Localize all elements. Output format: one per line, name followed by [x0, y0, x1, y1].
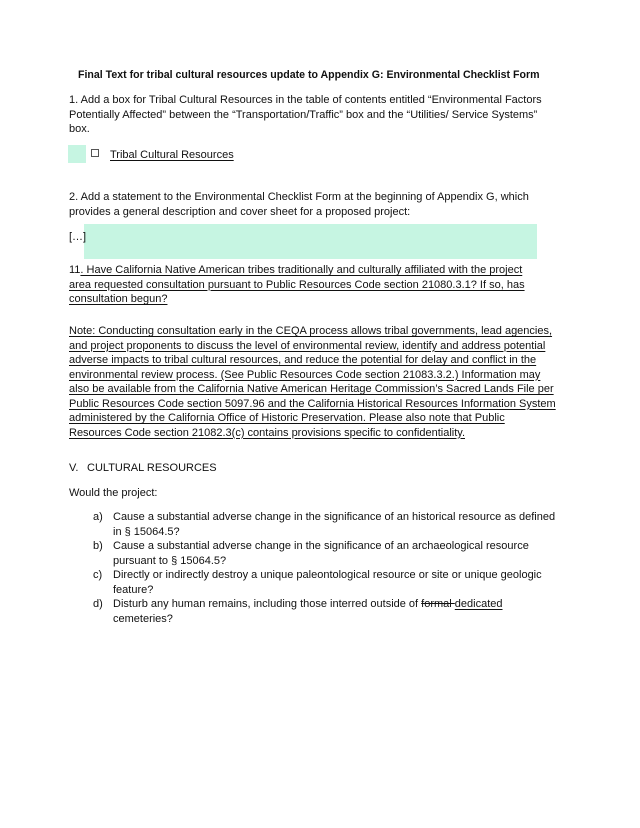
question-list [93, 510, 563, 626]
list-item-text: Cause a substantial adverse change in the significance of an archaeological resource pursuant to § 15064.5? [113, 540, 529, 567]
checkbox-icon [91, 149, 99, 157]
list-marker: c) [93, 569, 103, 581]
item-11-text: . Have California Native American tribes traditionally and culturally affiliated with the project area requested consultation pursuant to Public Resources Code section 21080.3.1? If so, has consultation begun? [69, 264, 525, 305]
section-title: CULTURAL RESOURCES [87, 462, 217, 474]
list-item [93, 597, 563, 626]
item-11-number: 11 [69, 264, 81, 276]
list-marker: a) [93, 511, 103, 523]
item-2-paragraph: 2. Add a statement to the Environmental Checklist Form at the beginning of Appendix G, which provides a general description and cover sheet for a proposed project: [69, 191, 529, 218]
item-1-paragraph: 1. Add a box for Tribal Cultural Resources in the table of contents entitled “Environmental Factors Potentially Affected” between the “Transportation/Traffic” box and the “Utilities/ Service Systems” box. [69, 94, 542, 135]
list-item-text-after: cemeteries? [113, 612, 173, 625]
item-11-paragraph [69, 263, 547, 307]
highlight-swatch [68, 145, 86, 163]
list-marker: b) [93, 540, 103, 552]
list-item [93, 539, 563, 568]
deleted-text: formal [421, 598, 455, 610]
inserted-text: dedicated [454, 598, 503, 610]
checkbox-label: Tribal Cultural Resources [110, 149, 234, 161]
list-item-text: Cause a substantial adverse change in the significance of an historical resource as defined in § 15064.5? [113, 511, 556, 538]
ellipsis-text: […] [69, 231, 87, 243]
highlight-box [84, 224, 537, 259]
list-item [93, 510, 563, 539]
list-item [93, 568, 563, 597]
consultation-note: Note: Conducting consultation early in the CEQA process allows tribal governments, lead agencies, and project proponents to discuss the level of environmental review, identify and address potential adverse impacts to tribal cultural resources, and reduce the potential for delay and conflict in the environmental review process. (See Public Resources Code section 21083.3.2.) Information may also be available from the California Native American Heritage Commission’s Sacred Lands File per Public Resources Code section 5097.96 and the California Historical Resources Information System administered by the California Office of Historic Preservation. Please also note that Public Resources Code section 21082.3(c) contains provisions specific to confidentiality. [69, 325, 556, 439]
document-title: Final Text for tribal cultural resources update to Appendix G: Environmental Checklist Form [78, 69, 540, 81]
section-number: V. [69, 462, 79, 474]
section-heading [69, 461, 217, 476]
list-marker: d) [93, 598, 103, 610]
would-the-project-text: Would the project: [69, 487, 158, 499]
list-item-text: Directly or indirectly destroy a unique paleontological resource or site or unique geologic feature? [113, 569, 542, 596]
list-item-text-before: Disturb any human remains, including those interred outside of [113, 598, 422, 610]
